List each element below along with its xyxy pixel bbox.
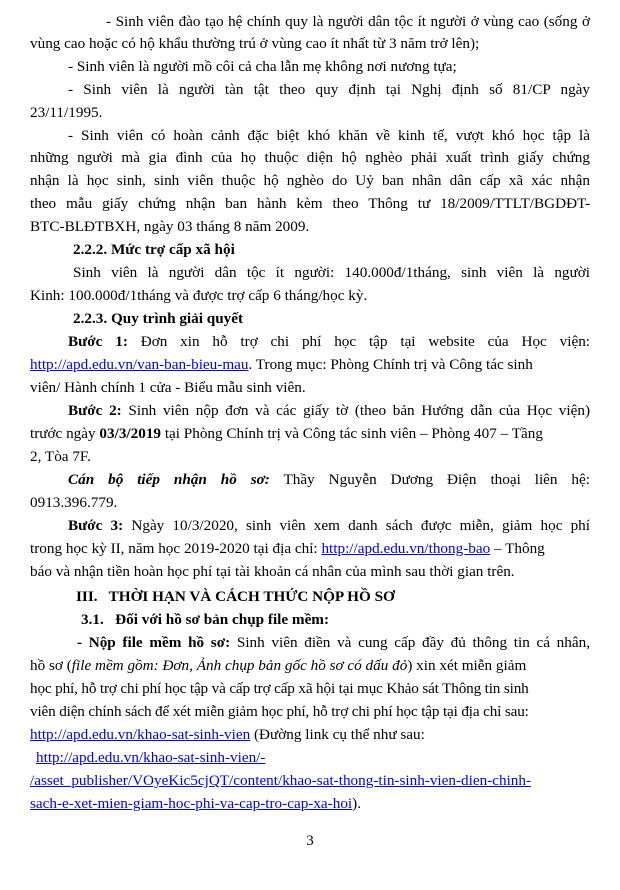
text: - Sinh viên có hoàn cảnh đặc biệt khó khăn về kinh tế, vượt khó học tập là — [68, 127, 590, 144]
text: theo mẫu giấy chứng nhận ban hành kèm theo Thông tư 18/2009/TTLT/BGDĐT- — [30, 195, 590, 212]
text: – Thông — [490, 540, 545, 557]
paragraph-line — [68, 332, 590, 351]
paragraph-line — [30, 194, 590, 213]
text: báo và nhận tiền hoàn học phí tại tài khoản cá nhân của mình sau thời gian trên. — [30, 563, 515, 580]
step-label: Bước 2: — [68, 402, 122, 419]
khao-sat-detail-link[interactable]: http://apd.edu.vn/khao-sat-sinh-vien/- — [36, 749, 266, 766]
paragraph-line — [30, 217, 590, 236]
text: viên/ Hành chính 1 cửa - Biểu mẫu sinh viên. — [30, 379, 306, 396]
paragraph-line — [73, 263, 590, 282]
text: tại Phòng Chính trị và Công tác sinh viên – Phòng 407 – Tầng — [161, 425, 543, 442]
paragraph-line — [68, 57, 620, 76]
paragraph-line — [30, 794, 590, 813]
text: ) xin xét miễn giảm — [407, 657, 527, 674]
text: Sinh viên nộp đơn và các giấy tờ (theo bản Hướng dẫn của Học viện) — [121, 402, 590, 419]
page-number: 3 — [306, 833, 314, 849]
paragraph-line — [30, 447, 590, 466]
paragraph-line — [30, 355, 590, 374]
text: trước ngày — [30, 425, 100, 442]
text: - Sinh viên là người mồ côi cả cha lẫn mẹ không nơi nương tựa; — [68, 58, 457, 75]
subsection-heading — [73, 240, 620, 259]
khao-sat-link[interactable]: http://apd.edu.vn/khao-sat-sinh-vien — [30, 726, 251, 743]
paragraph-line — [30, 679, 590, 698]
phone-number: 0913.396.779. — [30, 494, 118, 511]
text: Đơn xin hỗ trợ chi phí học tập tại website của Học viện: — [127, 333, 591, 350]
paragraph-line — [30, 148, 590, 167]
subsection-heading — [81, 610, 620, 629]
paragraph-line — [30, 424, 590, 443]
paragraph-line — [30, 702, 590, 721]
text: Kinh: 100.000đ/1tháng và được trợ cấp 6 tháng/học kỳ. — [30, 287, 368, 304]
paragraph-line — [68, 401, 590, 420]
text: . Trong mục: Phòng Chính trị và Công tác sinh — [248, 356, 533, 373]
text: trong học kỳ II, năm học 2019-2020 tại địa chỉ: — [30, 540, 322, 557]
paragraph-line — [30, 539, 590, 558]
paragraph-line — [30, 562, 590, 581]
text: những người mà gia đình của họ thuộc diện hộ nghèo phải xuất trình giấy chứng — [30, 149, 590, 166]
paragraph-line — [68, 470, 590, 489]
heading-text: 3.1. Đối với hồ sơ bản chụp file mềm: — [81, 611, 330, 628]
item-label: - Nộp file mềm hồ sơ: — [77, 634, 231, 651]
text: - Sinh viên là người tàn tật theo quy định tại Nghị định số 81/CP ngày — [68, 81, 590, 98]
text: nhận là học sinh, sinh viên thuộc hộ nghèo do Uỷ ban nhân dân cấp xã xác nhận — [30, 172, 590, 189]
heading-text: 2.2.3. Quy trình giải quyết — [73, 310, 244, 327]
khao-sat-detail-link[interactable]: sach-e-xet-mien-giam-hoc-phi-va-cap-tro-cap-xa-hoi — [30, 795, 353, 812]
text: Thầy Nguyễn Dương Điện thoại liên hệ: — [269, 471, 590, 488]
step-label: Bước 3: — [68, 517, 124, 534]
bieu-mau-link[interactable]: http://apd.edu.vn/van-ban-bieu-mau — [30, 356, 249, 373]
subsection-heading — [73, 309, 620, 328]
text: viên diện chính sách để xét miễn giảm học phí, hỗ trợ chi phí học tập tại địa chỉ sau: — [30, 703, 529, 720]
paragraph-line — [30, 34, 590, 53]
text: - Sinh viên đào tạo hệ chính quy là người dân tộc ít người ở vùng cao (sống ở — [106, 13, 590, 30]
paragraph-line — [68, 126, 590, 145]
step-label: Bước 1: — [68, 333, 128, 350]
text: hồ sơ ( — [30, 657, 72, 674]
paragraph-line — [68, 80, 590, 99]
paragraph-line — [68, 12, 590, 31]
text: 23/11/1995. — [30, 104, 103, 121]
heading-text: III. THỜI HẠN VÀ CÁCH THỨC NỘP HỒ SƠ — [76, 588, 395, 605]
paragraph-line — [68, 516, 590, 535]
paragraph-line — [30, 171, 590, 190]
text: (Đường link cụ thể như sau: — [250, 726, 425, 743]
paragraph-line — [77, 633, 590, 652]
paragraph-line — [30, 656, 590, 675]
text: Sinh viên là người dân tộc ít người: 140.000đ/1tháng, sinh viên là người — [73, 264, 590, 281]
paragraph-line — [30, 771, 590, 790]
heading-text: 2.2.2. Mức trợ cấp xã hội — [73, 241, 235, 258]
paragraph-line — [30, 378, 590, 397]
thong-bao-link[interactable]: http://apd.edu.vn/thong-bao — [321, 540, 491, 557]
deadline-date: 03/3/2019 — [99, 425, 162, 442]
khao-sat-detail-link[interactable]: /asset_publisher/VOyeKic5cjQT/content/khao-sat-thong-tin-sinh-vien-dien-chinh- — [30, 772, 532, 789]
paragraph-line — [30, 493, 590, 512]
text: ). — [352, 795, 362, 812]
text: Sinh viên điền và cung cấp đầy đủ thông tin cá nhân, — [230, 634, 590, 651]
paragraph-line — [36, 748, 596, 767]
section-heading — [76, 587, 620, 606]
paragraph-line — [30, 286, 590, 305]
text: học phí, hỗ trợ chi phí học tập và cấp trợ cấp xã hội tại mục Khảo sát Thông tin sinh — [30, 680, 529, 697]
text: vùng cao hoặc có hộ khẩu thường trú ở vùng cao ít nhất từ 3 năm trở lên); — [30, 35, 480, 52]
italic-text: file mềm gồm: Đơn, Ảnh chụp bản gốc hồ sơ có dấu đỏ — [71, 657, 408, 674]
text: BTC-BLĐTBXH, ngày 03 tháng 8 năm 2009. — [30, 218, 310, 235]
paragraph-line — [30, 103, 590, 122]
paragraph-line — [30, 725, 590, 744]
text: Ngày 10/3/2020, sinh viên xem danh sách được miễn, giảm học phí — [123, 517, 590, 534]
text: 2, Tòa 7F. — [30, 448, 91, 465]
officer-label: Cán bộ tiếp nhận hồ sơ: — [68, 471, 270, 488]
